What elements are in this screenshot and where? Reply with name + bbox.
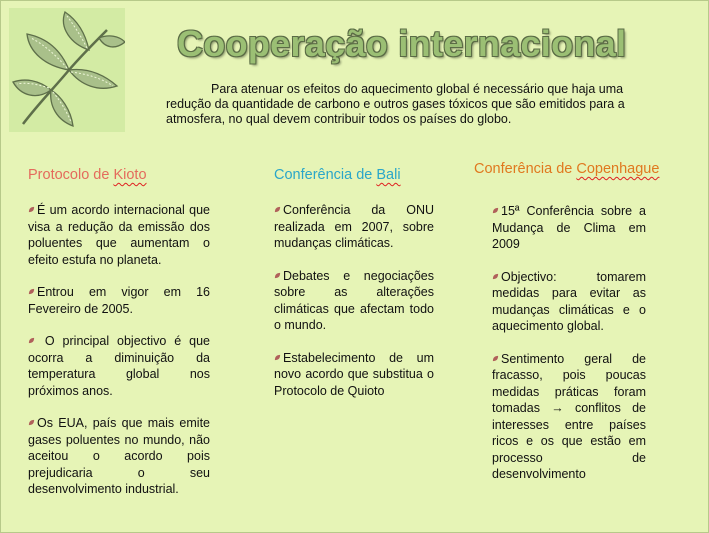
copenhague-heading: [474, 161, 659, 177]
intro-paragraph: Para atenuar os efeitos do aquecimento global é necessário que haja uma redução da quantidade de carbono e outros gases tóxicos que são emitidos para a atmosfera, no qual devem contribuir todos os países do globo.: [166, 82, 625, 126]
leaf-bullet-icon: [492, 355, 499, 362]
leaf-bullet-icon: [28, 337, 35, 344]
bali-heading-prefix: Conferência de: [274, 167, 377, 183]
kioto-item: É um acordo internacional que visa a redução da emissão dos poluentes que aumentam o efeito estufa no planeta.: [28, 203, 210, 267]
copenhague-heading-prefix: Conferência de: [474, 161, 577, 177]
leaf-bullet-icon: [274, 206, 281, 213]
leaf-bullet-icon: [28, 206, 35, 213]
kioto-column: [28, 202, 210, 514]
copenhague-item: Objectivo: tomarem medidas para evitar as mudanças climáticas e o aquecimento global.: [492, 269, 646, 333]
leaf-branch-icon: [9, 8, 125, 132]
leaf-bullet-icon: [274, 354, 281, 361]
bali-heading: [274, 167, 401, 183]
kioto-heading: [28, 167, 147, 183]
bali-heading-keyword: Bali: [376, 167, 401, 183]
kioto-heading-keyword: Kioto: [113, 167, 147, 183]
bali-item: Debates e negociações sobre as alterações climáticas que afectam todo o mundo.: [274, 268, 434, 332]
leaf-bullet-icon: [492, 207, 499, 214]
kioto-heading-prefix: Protocolo de: [28, 167, 114, 183]
page-title: Cooperação internacional: [177, 23, 627, 64]
kioto-item: Os EUA, país que mais emite gases poluentes no mundo, não aceitou o acordo pois prejudicaria o seu desenvolvimento industrial.: [28, 416, 210, 496]
bali-column: [274, 202, 434, 415]
copenhague-heading-keyword: Copenhague: [576, 161, 660, 177]
bali-item: Conferência da ONU realizada em 2007, sobre mudanças climáticas.: [274, 203, 434, 250]
copenhague-item: 15ª Conferência sobre a Mudança de Clima em 2009: [492, 204, 646, 251]
leaf-bullet-icon: [28, 419, 35, 426]
leaf-bullet-icon: [492, 273, 499, 280]
copenhague-item: Sentimento geral de fracasso, pois poucas medidas práticas foram tomadas → conflitos de interesses entre países ricos e os que estão em processo de desenvolvimento: [492, 351, 646, 481]
kioto-item: Entrou em vigor em 16 Fevereiro de 2005.: [28, 285, 210, 316]
leaf-bullet-icon: [274, 272, 281, 279]
bali-item: Estabelecimento de um novo acordo que substitua o Protocolo de Quioto: [274, 350, 434, 398]
kioto-item: O principal objectivo é que ocorra a diminuição da temperatura global nos próximos anos.: [28, 334, 210, 398]
leaf-bullet-icon: [28, 288, 35, 295]
copenhague-column: [492, 203, 646, 499]
